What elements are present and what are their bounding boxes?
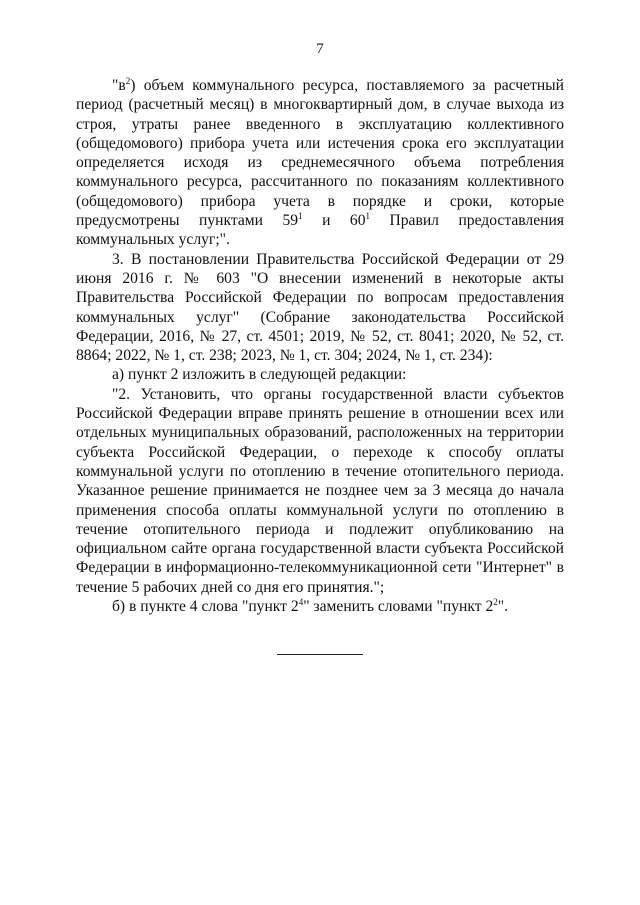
- superscript: 4: [298, 596, 304, 607]
- paragraph-text: "2. Установить, что органы государственной власти субъектов Российской Федерации вправе принять решение в отношении всех или отдельных муниципальных образований, расположенных на территории субъекта Российской Федерации, о переходе к способу оплаты коммунальной услуги по отоплению в течение отопительного периода. Указанное решение принимается не позднее чем за 3 месяца до начала применения способа оплаты коммунальной услуги по отоплению в течение отопительного периода и подлежит опубликованию на официальном сайте органа государственной власти субъекта Российской Федерации в информационно-телекоммуникационной сети "Интернет" в течение 5 рабочих дней со дня его принятия.";: [76, 385, 564, 596]
- paragraph-4: [76, 385, 564, 597]
- superscript: 2: [125, 75, 131, 86]
- superscript: 2: [493, 596, 498, 607]
- paragraph-text: " заменить словами "пункт 2: [303, 598, 494, 616]
- paragraph-5: [76, 597, 564, 616]
- paragraph-text: ".: [497, 598, 509, 616]
- paragraph-1: [76, 76, 564, 250]
- paragraph-text: "в: [112, 77, 126, 94]
- paragraph-text: 3. В постановлении Правительства Российской Федерации от 29 июня 2016 г. № 603 "О внесении изменений в некоторые акты Правительства Российской Федерации по вопросам предоставления коммунальных услуг" (Собрание законодательства Российской Федерации, 2016, № 27, ст. 4501; 2019, № 52, ст. 8041; 2020, № 52, ст. 8864; 2022, № 1, ст. 238; 2023, № 1, ст. 304; 2024, № 1, ст. 234):: [76, 250, 564, 365]
- paragraph-text: и 60: [302, 212, 366, 230]
- paragraph-3: [76, 365, 564, 384]
- paragraph-text: б) в пункте 4 слова "пункт 2: [112, 598, 299, 616]
- superscript: 1: [365, 210, 370, 221]
- document-body: [76, 76, 564, 616]
- paragraph-2: [76, 250, 564, 366]
- page-number: 7: [316, 41, 324, 57]
- paragraph-text: ) объем коммунального ресурса, поставляемого за расчетный период (расчетный месяц) в многоквартирный дом, в случае выхода из строя, утраты ранее введенного в эксплуатацию коллективного (общедомового) прибора учета или истечения срока его эксплуатации определяется исходя из среднемесячного объема потребления коммунального ресурса, рассчитанного по показаниям коллективного (общедомового) прибора учета в порядке и сроки, которые предусмотрены пунктами 59: [76, 77, 564, 230]
- superscript: 1: [298, 210, 303, 221]
- end-separator-line: [277, 654, 363, 655]
- paragraph-text: Правил предоставления коммунальных услуг;".: [76, 212, 564, 249]
- paragraph-text: а) пункт 2 изложить в следующей редакции:: [112, 366, 407, 384]
